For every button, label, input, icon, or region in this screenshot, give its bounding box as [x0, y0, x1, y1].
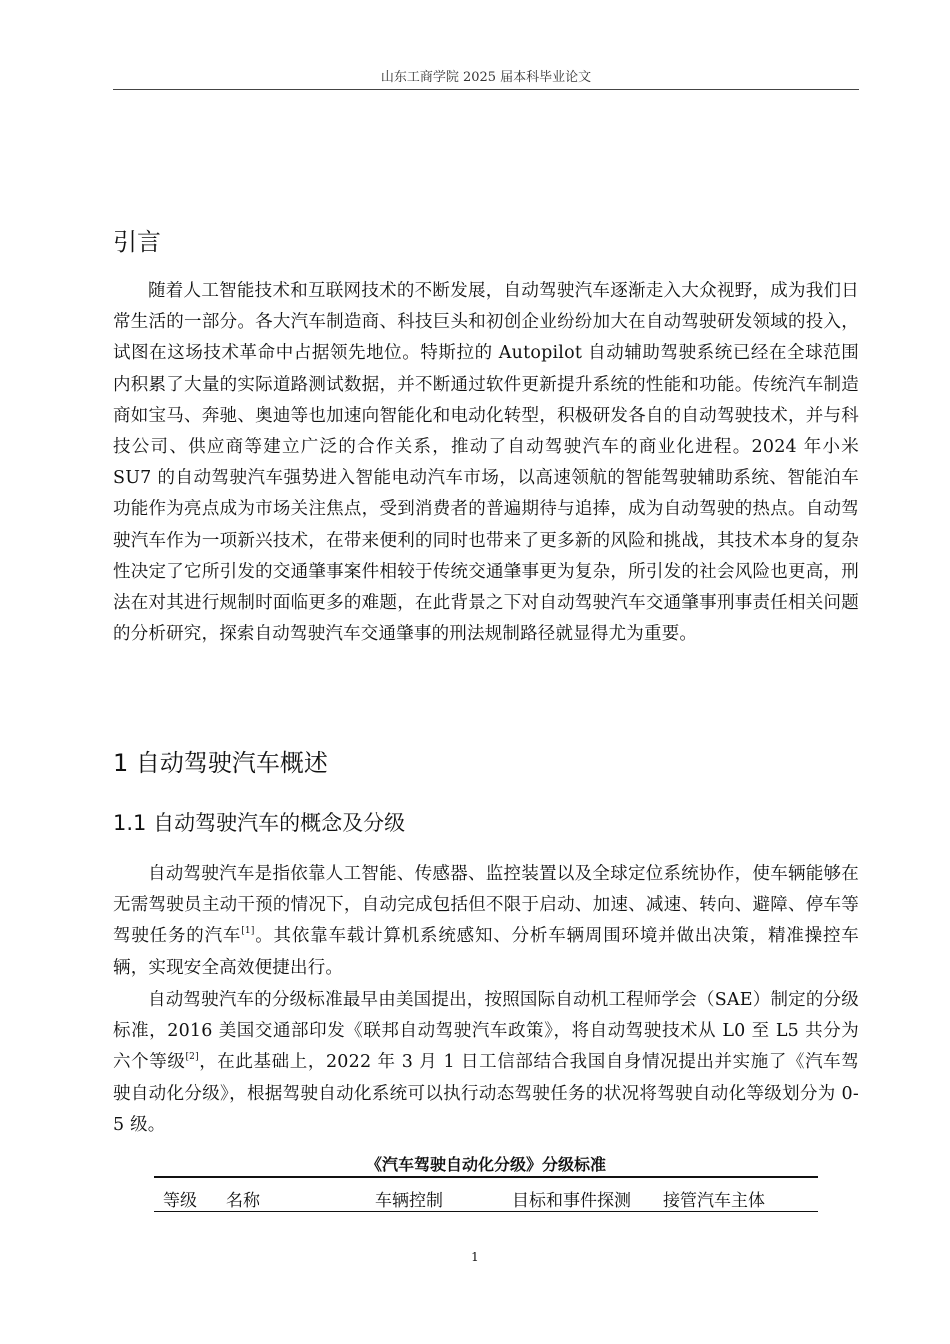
- table-header-rule: [154, 1211, 818, 1212]
- table-header-level: 等级: [163, 1191, 197, 1211]
- p2-text-a: 自动驾驶汽车的分级标准最早由美国提出，按照国际自动机工程师学会（SAE）制定的分级标准，2016 美国交通部印发《联邦自动驾驶汽车政策》，将自动驾驶技术从 L0 至 L5 共分为六个等级: [113, 990, 859, 1073]
- citation-ref-1[interactable]: [1]: [241, 926, 255, 937]
- p1-text-a: 自动驾驶汽车是指依靠人工智能、传感器、监控装置以及全球定位系统协作，使车辆能够在无需驾驶员主动干预的情况下，自动完成包括但不限于启动、加速、减速、转向、避障、停车等驾驶任务的汽车: [113, 864, 859, 947]
- p2-text-b: ，在此基础上，2022 年 3 月 1 日工信部结合我国自身情况提出并实施了《汽车驾驶自动化分级》，根据驾驶自动化系统可以执行动态驾驶任务的状况将驾驶自动化等级划分为 0-5 级。: [113, 1052, 859, 1135]
- running-header: 山东工商学院 2025 届本科毕业论文: [380, 70, 592, 85]
- intro-paragraph: 随着人工智能技术和互联网技术的不断发展，自动驾驶汽车逐渐走入大众视野，成为我们日常生活的一部分。各大汽车制造商、科技巨头和初创企业纷纷加大在自动驾驶研发领域的投入，试图在这场技术革命中占据领先地位。特斯拉的 Autopilot 自动辅助驾驶系统已经在全球范围内积累了大量的实际道路测试数据，并不断通过软件更新提升系统的性能和功能。传统汽车制造商如宝马、奔驰、奥迪等也加速向智能化和电动化转型，积极研发各自的自动驾驶技术，并与科技公司、供应商等建立广泛的合作关系，推动了自动驾驶汽车的商业化进程。2024 年小米 SU7 的自动驾驶汽车强势进入智能电动汽车市场，以高速领航的智能驾驶辅助系统、智能泊车功能作为亮点成为市场关注焦点，受到消费者的普遍期待与追捧，成为自动驾驶的热点。自动驾驶汽车作为一项新兴技术，在带来便利的同时也带来了更多新的风险和挑战，其技术本身的复杂性决定了它所引发的交通肇事案件相较于传统交通肇事更为复杂，所引发的社会风险也更高，刑法在对其进行规制时面临更多的难题，在此背景之下对自动驾驶汽车交通肇事刑事责任相关问题的分析研究，探索自动驾驶汽车交通肇事的刑法规制路径就显得尤为重要。: [113, 281, 859, 645]
- table-top-rule: [154, 1176, 818, 1178]
- p1-text-b: 。其依靠车载计算机系统感知、分析车辆周围环境并做出决策，精准操控车辆，实现安全高效便捷出行。: [113, 926, 859, 978]
- intro-heading: 引言: [113, 228, 161, 256]
- section-1-1-paragraph-2: [113, 985, 859, 1141]
- table-header-detection: 目标和事件探测: [512, 1191, 631, 1211]
- chapter-1-heading: 1 自动驾驶汽车概述: [113, 749, 328, 777]
- citation-ref-2[interactable]: [2]: [185, 1052, 199, 1063]
- section-1-1-paragraph-1: [113, 859, 859, 984]
- table-caption: 《汽车驾驶自动化分级》分级标准: [365, 1155, 606, 1174]
- table-header-takeover: 接管汽车主体: [663, 1191, 765, 1211]
- table-header-name: 名称: [226, 1191, 260, 1211]
- table-header-vehicle-control: 车辆控制: [375, 1191, 443, 1211]
- section-1-1-heading: 1.1 自动驾驶汽车的概念及分级: [113, 811, 406, 835]
- header-rule: [113, 89, 859, 90]
- page-number: 1: [471, 1250, 479, 1264]
